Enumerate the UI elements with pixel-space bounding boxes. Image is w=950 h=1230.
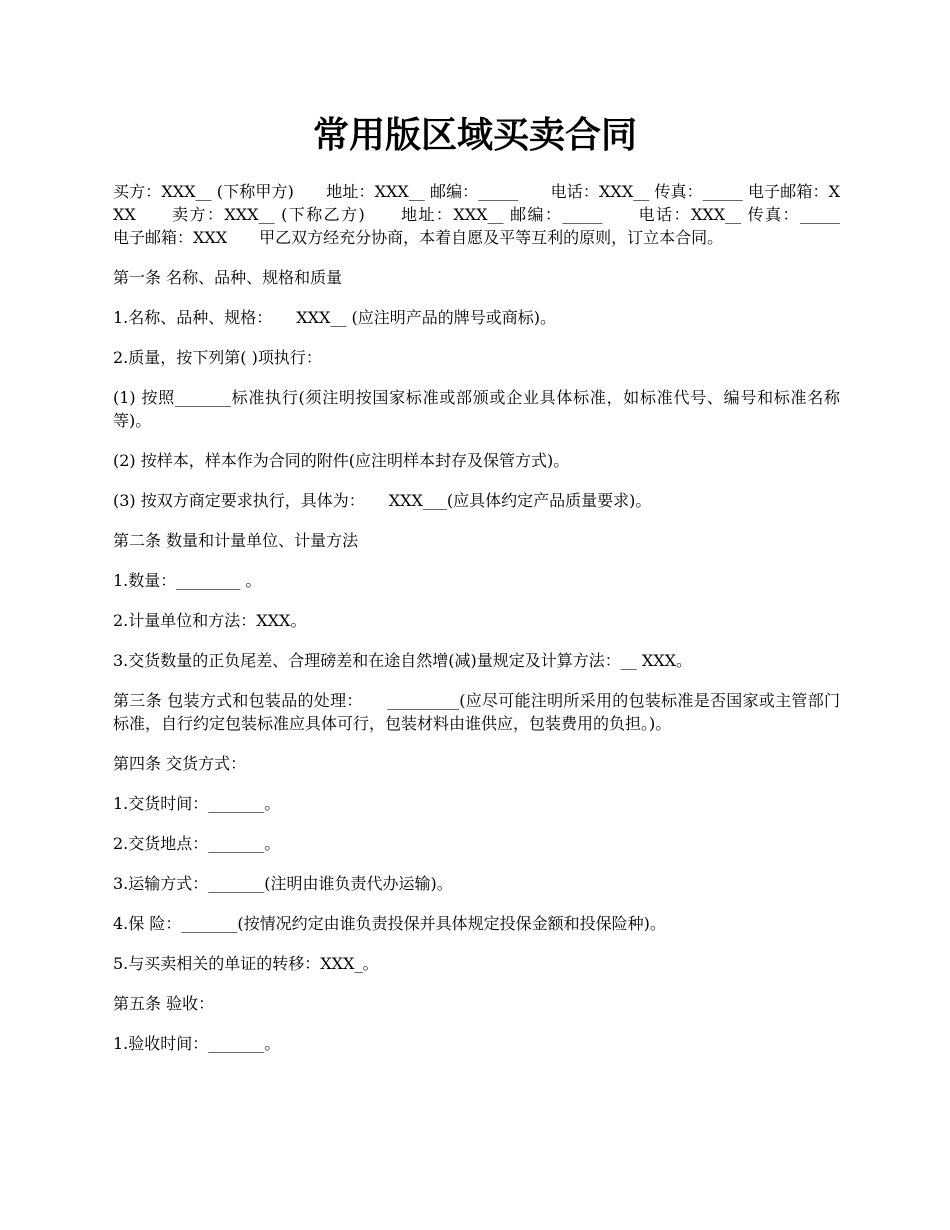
document-title: 常用版区域买卖合同 [312, 114, 637, 156]
article-4-item-3: 3.运输方式：_______(注明由谁负责代办运输)。 [113, 874, 453, 893]
article-4-item-4: 4.保 险：_______(按情况约定由谁负责投保并具体规定投保金额和投保险种)。 [113, 914, 666, 933]
article-2-item-1: 1.数量：________ 。 [113, 571, 262, 590]
article-4-item-5: 5.与买卖相关的单证的转移：XXX_。 [113, 954, 379, 973]
article-2-heading: 第二条 数量和计量单位、计量方法 [113, 531, 359, 550]
article-1-item-2: 2.质量，按下列第( )项执行： [113, 348, 322, 367]
article-3-paragraph: 第三条 包装方式和包装品的处理： _________(应尽可能注明所采用的包装标准是否国家或主管部门标准，自行约定包装标准应具体可行，包装材料由谁供应，包装费用的负担。)。 [113, 691, 840, 733]
article-5-heading: 第五条 验收： [113, 994, 215, 1013]
article-2-item-3: 3.交货数量的正负尾差、合理磅差和在途自然增(减)量规定及计算方法：__ XXX。 [113, 651, 693, 670]
article-1-heading: 第一条 名称、品种、规格和质量 [113, 268, 343, 287]
article-4-item-2: 2.交货地点：_______。 [113, 834, 281, 853]
article-2-item-2: 2.计量单位和方法：XXX。 [113, 611, 307, 630]
article-4-item-1: 1.交货时间：_______。 [113, 794, 281, 813]
document-body [113, 180, 873, 1072]
article-1-item-1: 1.名称、品种、规格： XXX__ (应注明产品的牌号或商标)。 [113, 308, 557, 327]
quality-option-2: (2) 按样本，样本作为合同的附件(应注明样本封存及保管方式)。 [113, 451, 570, 470]
quality-option-3: (3) 按双方商定要求执行，具体为： XXX___(应具体约定产品质量要求)。 [113, 491, 652, 510]
article-5-item-1: 1.验收时间：_______。 [113, 1034, 281, 1053]
parties-paragraph: 买方：XXX__ (下称甲方) 地址：XXX__ 邮编：_____ 电话：XXX__ 传真：_____ 电子邮箱：XXX 卖方：XXX__ (下称乙方) 地址：XXX__ 邮编：_____ 电话：XXX__ 传真：_____ 电子邮箱：XXX 甲乙双方经充分协商，本着自愿及平等互利的原则，订立本合同。 [113, 182, 873, 247]
quality-option-1: (1) 按照_______标准执行(须注明按国家标准或部颁或企业具体标准，如标准代号、编号和标准名称等)。 [113, 388, 840, 430]
article-4-heading: 第四条 交货方式： [113, 754, 247, 773]
